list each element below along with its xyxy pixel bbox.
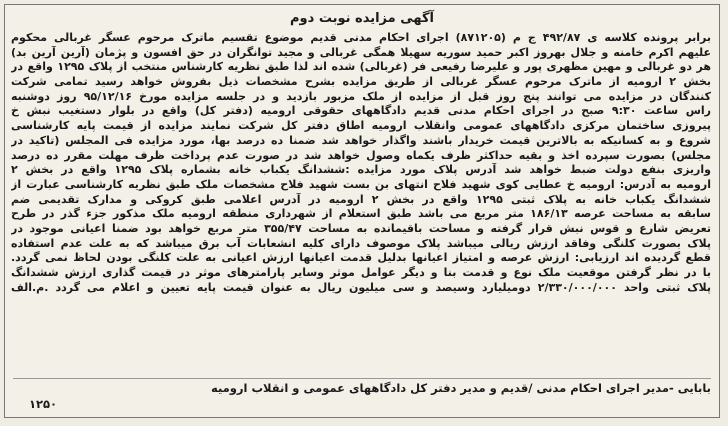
notice-line: با در نظر گرفتن موقعیت ملک نوع و قدمت بنا و دیگر عوامل موثر وسایر پارامترهای موثر در قیمت گذاری ارزش ششدانگ (11, 266, 711, 279)
notice-line: قطع گردیده اند ارزیابی: ارزش عرصه و امتیاز اعیانها بدلیل قدمت اعیانها ارزش اعیانی به علت کلنگی بودن لحاظ نمی گردد. (11, 251, 711, 265)
notice-line: سابقه به مساحت عرصه ۱۸۶/۱۳ متر مربع می باشد طبق استعلام از شهرداری منطقه ارومیه ملک مذکور جزء گذر در طرح (11, 207, 711, 221)
auction-notice (4, 4, 720, 418)
signature-line: بابایی -مدیر اجرای احکام مدنی /قدیم و مدیر دفتر کل دادگاههای عمومی و انقلاب ارومیه (210, 381, 711, 395)
notice-line: هر دو غربالی و مهین مظهری پور و علیرضا رفیعی فر (غربالی) شده اند لذا طبق نظریه کارشناس منتخب از پلاک ۱۲۹۵ واقع در (11, 60, 711, 74)
notice-line: کنندگان در مزایده می توانند پنج روز قبل از مزایده از ملک مزبور بازدید و در جلسه مزایده مورخ ۹۵/۱۲/۱۶ روز دوشنبه (11, 89, 711, 103)
notice-line: مجلس) بصورت سپرده اخذ و بقیه حداکثر ظرف یکماه وصول خواهد شد در صورت عدم پرداخت ظرف مهلت مقرر ده درصد (11, 148, 711, 162)
notice-title: آگهی مزایده نوبت دوم (290, 11, 434, 26)
notice-line: راس ساعت ۹:۳۰ صبح در اجرای احکام مدنی قدیم دادگاههای حقوقی ارومیه (دفتر کل) واقع در بلوار دستغیب نبش خ (11, 104, 711, 118)
notice-code: ۱۲۵۰ (29, 397, 58, 411)
notice-line: شروع و به کسانیکه به بالاترین قیمت خریدار باشند واگذار خواهد شد ضمنا ده درصد بها، مورد مزایده فی المجلس (تاکید در (11, 133, 711, 147)
notice-line: علیهم اکرم خامنه و جلال بهروز اکبر حمید سوریه سهیلا همگی غربالی و مجید توانگران در حق افسون و پژمان (آرین آرین بد) (11, 45, 711, 59)
notice-line: پیروزی ساختمان مرکزی دادگاههای عمومی وانقلاب ارومیه اطاق دفتر کل شرکت نمایند مزایده از قیمت پایه کارشناسی (11, 119, 711, 133)
notice-line: ششدانگ یکباب خانه به پلاک ثبتی ۱۲۹۵ واقع در بخش ۲ ارومیه در آدرس اعلامی طبق کروکی و مدارک تقدیمی ضم (11, 192, 711, 206)
notice-line: پلاک بصورت کلنگی وفاقد ارزش ریالی میباشد پلاک موصوف دارای کلیه انشعابات آب برق میباشد که به علت عدم استفاده (11, 236, 711, 250)
notice-body (11, 31, 711, 295)
notice-line: پلاک ثبتی واحد ۲/۳۳۰/۰۰۰/۰۰۰ دومیلیارد وسیصد و سی میلیون ریال به عنوان قیمت پایه تعیین و اعلام می گردد .م.الف (11, 280, 711, 294)
notice-line: واریزی بنفع دولت ضبط خواهد شد آدرس پلاک مورد مزایده :ششدانگ یکباب خانه بشماره پلاک ۱۲۹۵ واقع در بخش ۲ (11, 163, 711, 177)
notice-line: بخش ۲ ارومیه از ماترک مرحوم عسگر غربالی از طریق مزایده بشرح مشخصات ذیل بفروش خواهد رسید تمامی شرکت (11, 75, 711, 89)
notice-line: برابر پرونده کلاسه ی ۴۹۲/۸۷ ج م (۸۷۱۲۰۵) اجرای احکام مدنی قدیم موضوع تقسیم ماترک مرحوم عسگر غربالی محکوم (11, 31, 711, 44)
notice-line: ارومیه به آدرس: ارومیه خ عطایی کوی شهید فلاح انتهای بن بست شهید فلاح مشخصات ملک طبق نظریه کارشناسی عبارت از (11, 177, 711, 191)
signature-divider (13, 378, 711, 379)
notice-line: تعریض شارع و قوس نبش قرار گرفته و مساحت باقیمانده به مساحت ۳۵۵/۴۷ متر مربع خواهد بود ضمنا اعیانی موجود در (11, 221, 711, 235)
